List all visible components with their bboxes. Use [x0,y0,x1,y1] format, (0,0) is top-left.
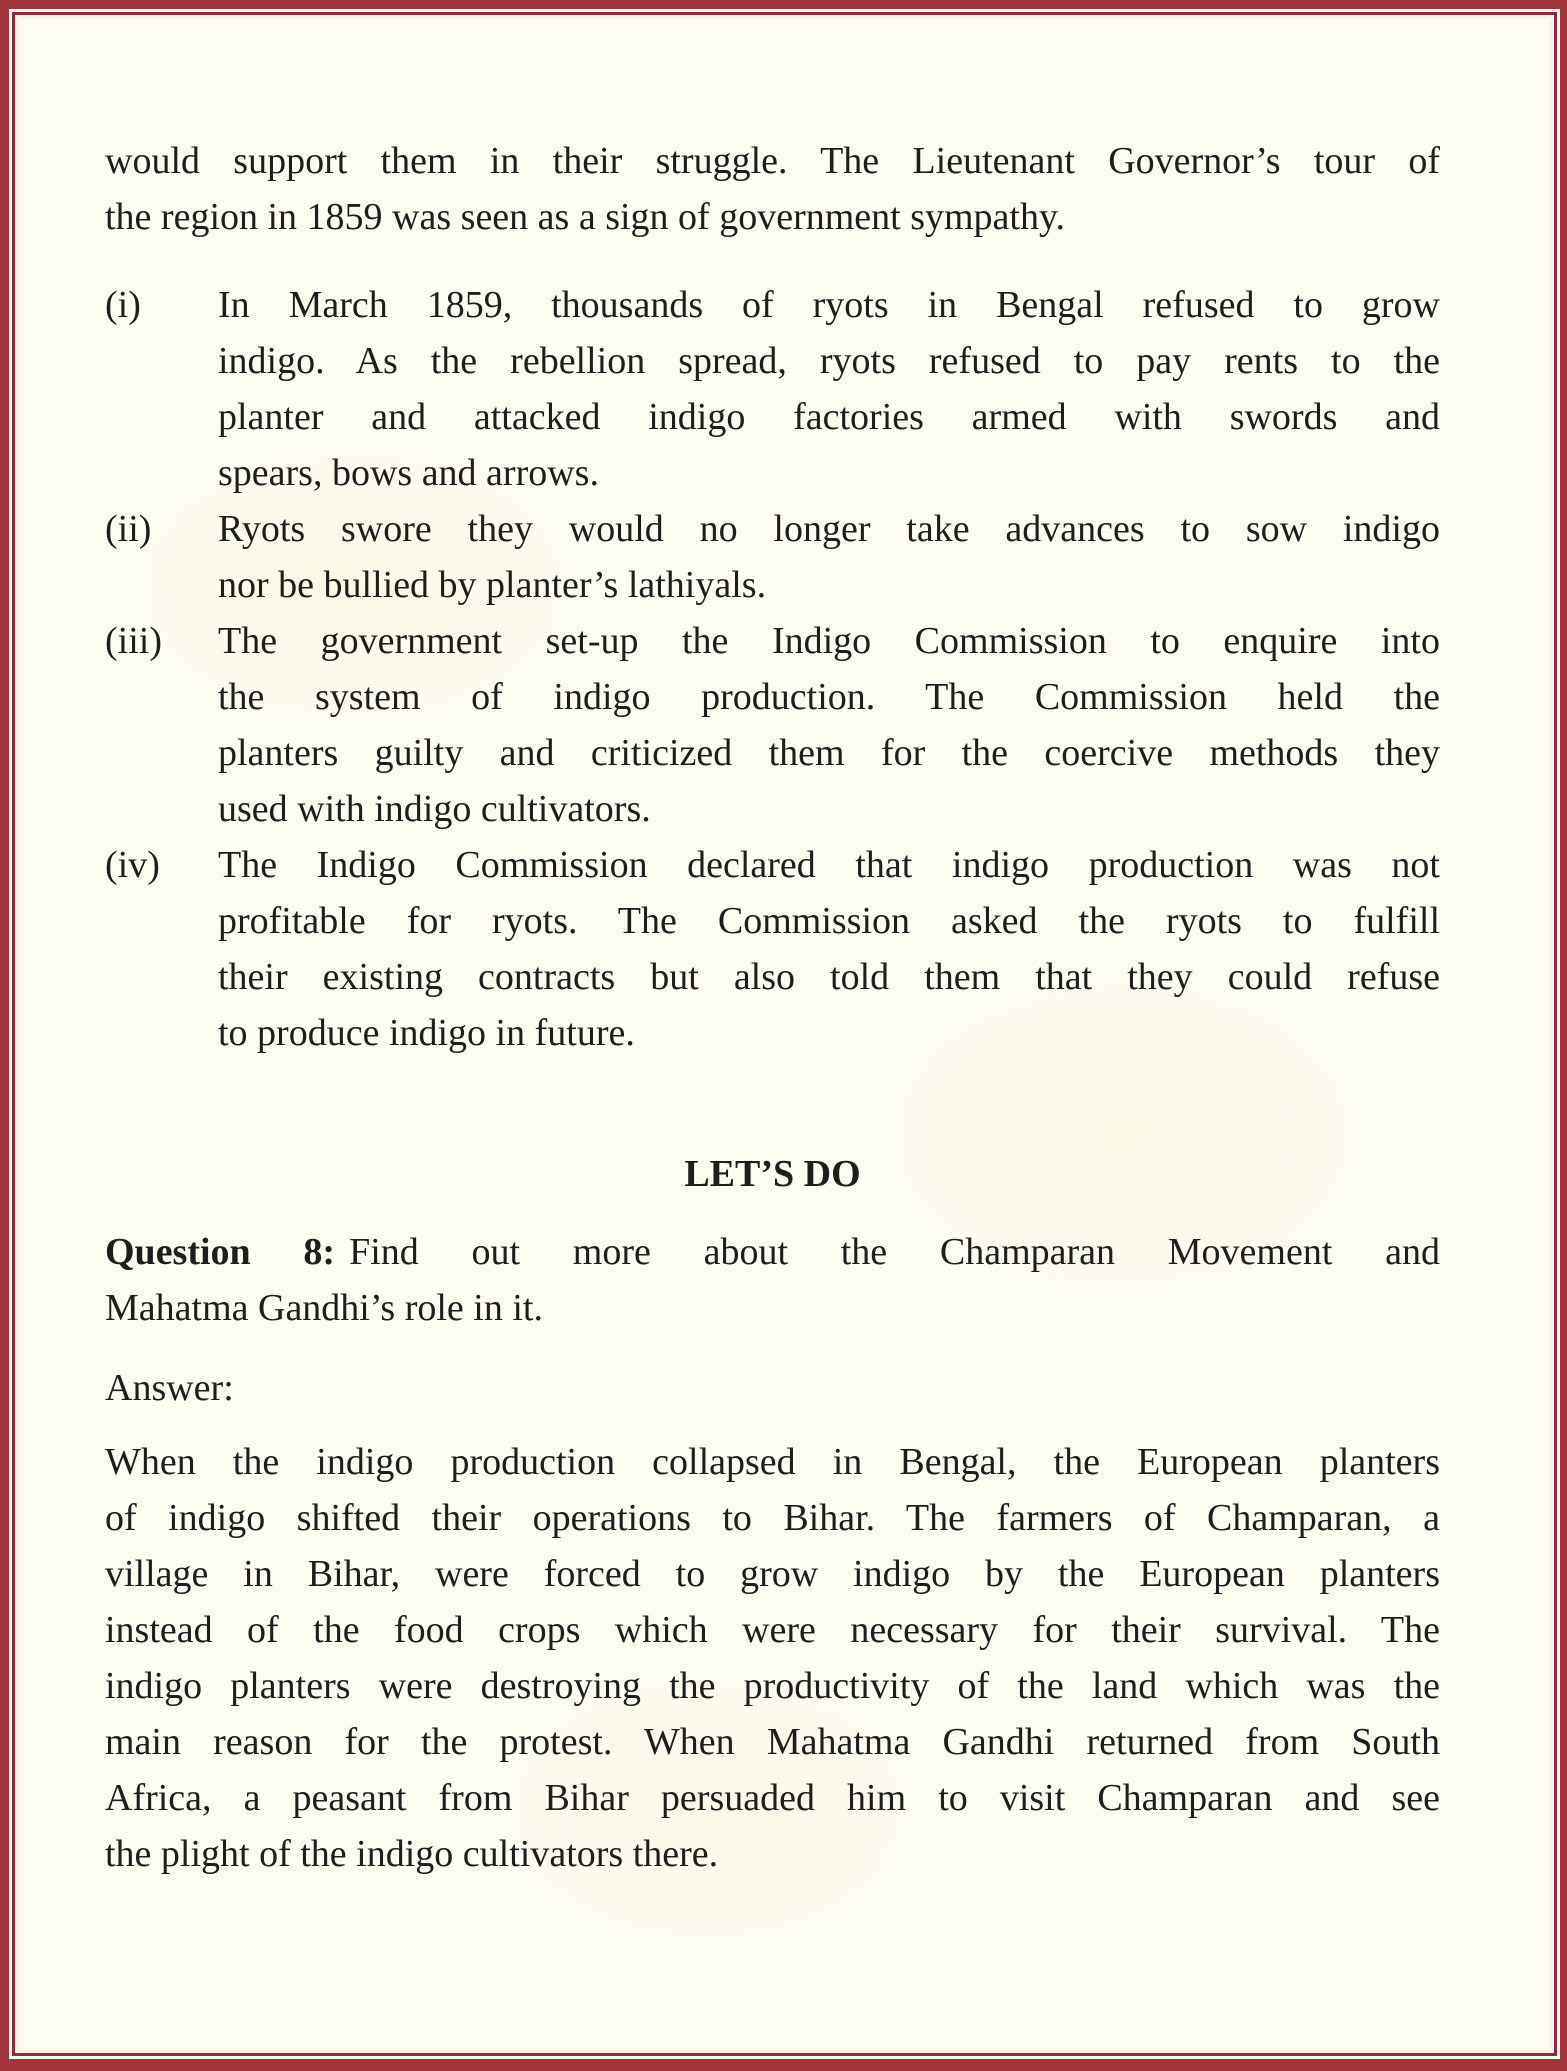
list-marker: (i) [105,284,141,326]
text-line: instead of the food crops which were necessary for their survival. The [105,1609,1440,1651]
list-marker: (iii) [105,620,162,662]
text-line: Mahatma Gandhi’s role in it. [105,1287,543,1329]
text-line: profitable for ryots. The Commission asked the ryots to fulfill [218,900,1440,942]
answer-paragraph [105,1434,1440,1882]
list-item [105,613,1440,837]
text-line: Answer: [105,1367,234,1409]
text-line: Ryots swore they would no longer take advances to sow indigo [218,508,1440,550]
text-line: Africa, a peasant from Bihar persuaded him to visit Champaran and see [105,1777,1440,1819]
text-line: planters guilty and criticized them for the coercive methods they [218,732,1440,774]
text-line: main reason for the protest. When Mahatma Gandhi returned from South [105,1721,1440,1763]
answer-label [105,1360,1440,1416]
list-item [105,501,1440,613]
numbered-list [105,277,1440,1061]
text-line: The government set-up the Indigo Commission to enquire into [218,620,1440,662]
text-line [105,1224,1440,1280]
text-line: planter and attacked indigo factories armed with swords and [218,396,1440,438]
text-line: In March 1859, thousands of ryots in Bengal refused to grow [218,284,1440,326]
intro-paragraph [105,133,1440,245]
section-heading: LET’S DO [684,1153,861,1195]
text-line: indigo planters were destroying the productivity of the land which was the [105,1665,1440,1707]
text-line: indigo. As the rebellion spread, ryots refused to pay rents to the [218,340,1440,382]
text-line: nor be bullied by planter’s lathiyals. [218,564,767,606]
page-border-gap [9,9,1560,2059]
list-marker: (ii) [105,508,152,550]
list-item [105,277,1440,501]
text-line: used with indigo cultivators. [218,788,651,830]
page-content [15,15,1554,2053]
text-line: village in Bihar, were forced to grow indigo by the European planters [105,1553,1440,1595]
question-paragraph [105,1224,1440,1336]
text-line: the system of indigo production. The Commission held the [218,676,1440,718]
page-inner-frame [12,12,1557,2056]
text-line: to produce indigo in future. [218,1012,635,1054]
text-line: their existing contracts but also told them that they could refuse [218,956,1440,998]
text-line: the region in 1859 was seen as a sign of government sympathy. [105,196,1066,238]
text-line: of indigo shifted their operations to Bihar. The farmers of Champaran, a [105,1497,1440,1539]
text-line: The Indigo Commission declared that indigo production was not [218,844,1440,886]
list-marker: (iv) [105,844,160,886]
text-line: would support them in their struggle. The Lieutenant Governor’s tour of [105,140,1440,182]
question-label: Question 8: [105,1231,336,1273]
text-line: the plight of the indigo cultivators there. [105,1833,719,1875]
question-text: Find out more about the Champaran Movement and [349,1231,1440,1273]
text-line: When the indigo production collapsed in Bengal, the European planters [105,1441,1440,1483]
list-item [105,837,1440,1061]
text-line: spears, bows and arrows. [218,452,599,494]
